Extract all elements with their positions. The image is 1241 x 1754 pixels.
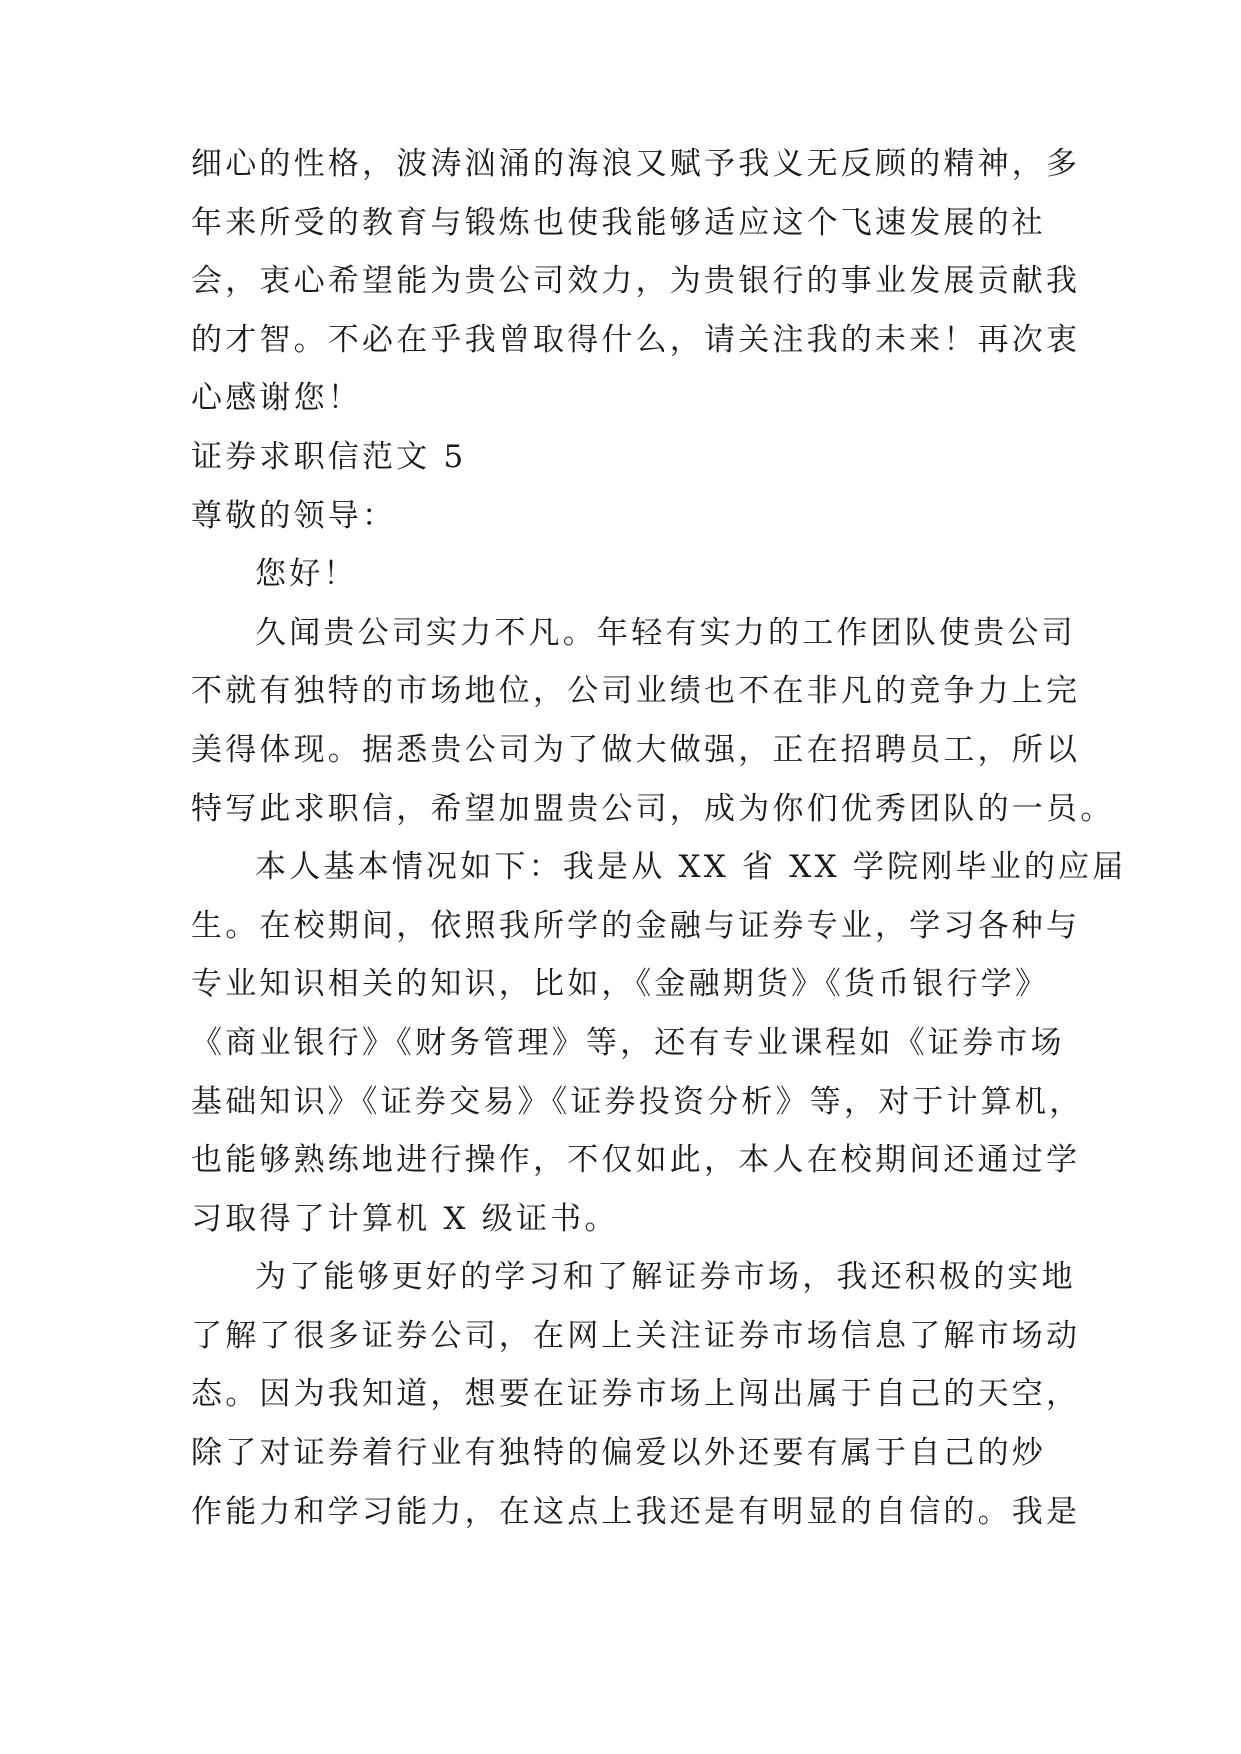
- text-line: 专业知识相关的知识，比如，《金融期货》《货币银行学》: [191, 966, 1050, 1003]
- text-line: 会，衷心希望能为贵公司效力，为贵银行的事业发展贡献我: [191, 263, 1081, 300]
- paragraph-3: [191, 1248, 1081, 1541]
- section-title: 证券求职信范文 5: [191, 438, 467, 475]
- text-line: 除了对证券着行业有独特的偏爱以外还要有属于自己的炒: [191, 1435, 1046, 1472]
- document-body: [191, 135, 1127, 1541]
- text-line: 美得体现。据悉贵公司为了做大做强，正在招聘员工，所以: [191, 731, 1081, 768]
- text-line: 久闻贵公司实力不凡。年轻有实力的工作团队使贵公司: [255, 614, 1076, 651]
- text-line: 特写此求职信，希望加盟贵公司，成为你们优秀团队的一员。: [191, 790, 1115, 827]
- salutation: 尊敬的领导：: [191, 497, 397, 534]
- continuation-paragraph: [191, 135, 1081, 428]
- text-line: 了解了很多证券公司，在网上关注证券市场信息了解市场动: [191, 1317, 1081, 1354]
- text-line: 生。在校期间，依照我所学的金融与证券专业，学习各种与: [191, 907, 1081, 944]
- text-line: 《商业银行》《财务管理》等，还有专业课程如《证券市场: [191, 1024, 1065, 1061]
- paragraph-1: [191, 604, 1115, 838]
- text-line: 为了能够更好的学习和了解证券市场，我还积极的实地: [255, 1259, 1076, 1296]
- text-line: 的才智。不必在乎我曾取得什么，请关注我的未来！再次衷: [191, 321, 1081, 358]
- text-line: 年来所受的教育与锻炼也使我能够适应这个飞速发展的社: [191, 204, 1046, 241]
- text-line: 细心的性格，波涛汹涌的海浪又赋予我义无反顾的精神，多: [191, 146, 1081, 182]
- greeting: 您好！: [255, 556, 358, 593]
- text-line: 本人基本情况如下：我是从 XX 省 XX 学院刚毕业的应届: [255, 849, 1127, 886]
- text-line: 不就有独特的市场地位，公司业绩也不在非凡的竞争力上完: [191, 673, 1081, 710]
- text-line: 习取得了计算机 X 级证书。: [191, 1200, 619, 1237]
- text-line: 基础知识》《证券交易》《证券投资分析》等，对于计算机，: [191, 1083, 1084, 1120]
- paragraph-2: [191, 838, 1127, 1248]
- text-line: 作能力和学习能力，在这点上我还是有明显的自信的。我是: [191, 1493, 1081, 1530]
- text-line: 态。因为我知道，想要在证券市场上闯出属于自己的天空，: [191, 1376, 1081, 1413]
- text-line: 心感谢您！: [191, 380, 362, 417]
- text-line: 也能够熟练地进行操作，不仅如此，本人在校期间还通过学: [191, 1142, 1081, 1179]
